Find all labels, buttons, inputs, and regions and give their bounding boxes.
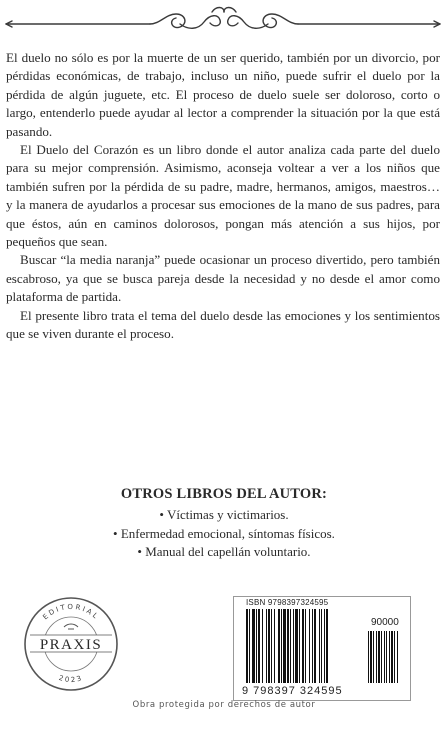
publisher-name: PRAXIS — [39, 637, 103, 653]
paragraph: El duelo no sólo es por la muerte de un ser querido, también por un divorcio, por pérdidas económicas, de trabajo, incluso un niño, puede sufrir el duelo por la pérdida de algún juguete, etc. El proceso de duelo suele ser doloroso, corto o largo, entenderlo puede ayudar al lector a comprender la situación por la que está pasando. — [6, 50, 440, 139]
back-cover-synopsis — [6, 49, 440, 344]
other-books-section — [0, 486, 448, 562]
seal-top-text: EDITORIAL — [41, 602, 101, 622]
barcode-digits: 9 798397 324595 — [242, 685, 343, 697]
isbn-barcode — [233, 596, 411, 701]
seal-bottom-text: 2023 — [57, 673, 85, 685]
paragraph: El presente libro trata el tema del duelo desde las emociones y los sentimientos que se viven durante el proceso. — [6, 307, 440, 342]
paragraph: Buscar “la media naranja” puede ocasionar un proceso divertido, pero también escabroso, ya que se busca pareja desde la necesidad y no desde el amor como plataforma de partida. — [6, 252, 440, 305]
book-list-item: • Manual del capellán voluntario. — [137, 544, 311, 559]
other-books-heading: OTROS LIBROS DEL AUTOR: — [120, 486, 328, 502]
svg-text:EDITORIAL — [41, 603, 100, 621]
isbn-label: ISBN 9798397324595 — [246, 598, 329, 607]
barcode-bars — [234, 597, 410, 697]
svg-text:2023 — [58, 674, 84, 684]
book-list-item: • Víctimas y victimarios. — [159, 507, 289, 522]
book-list-item: • Enfermedad emocional, síntomas físicos. — [113, 525, 335, 541]
paragraph: El Duelo del Corazón es un libro donde el autor analiza cada parte del duelo para su mejor comprensión. Asimismo, aconseja voltear a ver a los niños que también sufren por la pérdida de su padre, madre, hermanos, amigos, maestros… y la manera de ayudarlos a procesar sus emociones de la mano de sus padres, para que éstos, aún en caminos dolorosos, pongan más atención a sus hijos, por pequeños que sean. — [6, 142, 440, 250]
copyright-notice: Obra protegida por derechos de autor — [132, 700, 316, 710]
decorative-ornament — [0, 0, 448, 46]
barcode-addon: 90000 — [371, 617, 399, 628]
publisher-seal-logo — [20, 593, 122, 695]
